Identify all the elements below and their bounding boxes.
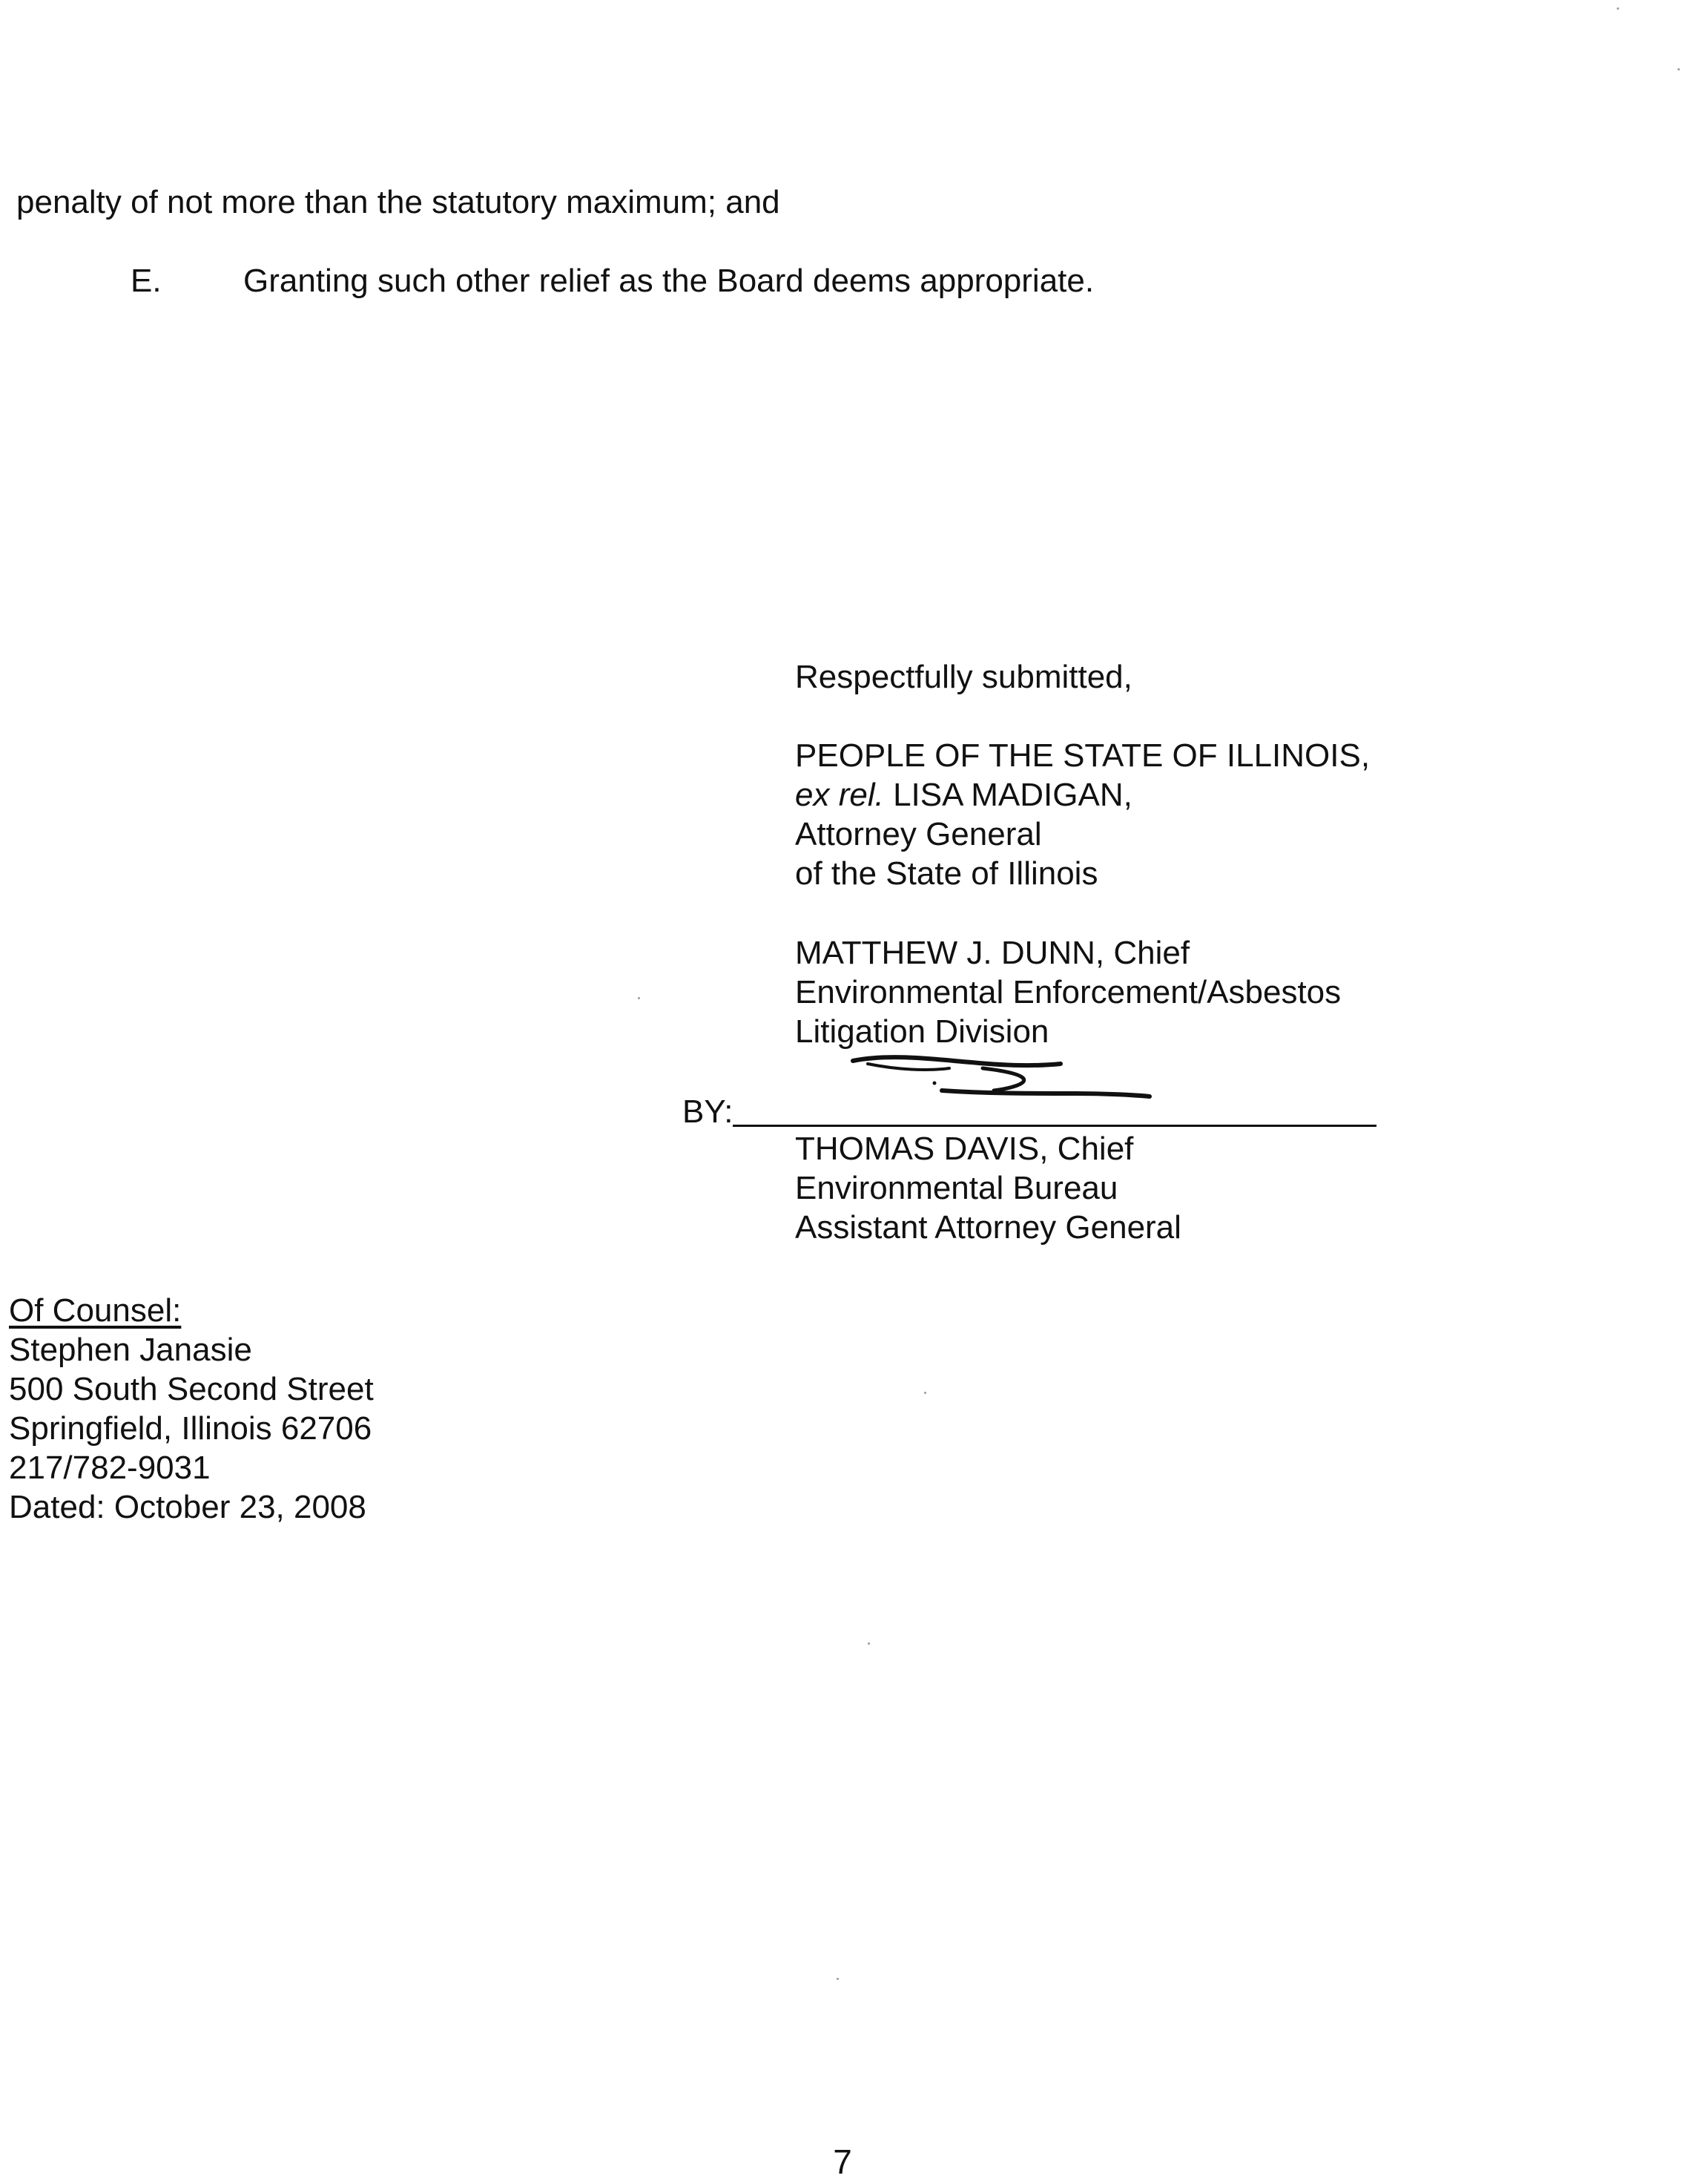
party-line-2 — [795, 775, 1132, 815]
counsel-dated: Dated: October 23, 2008 — [9, 1489, 366, 1525]
body-line-penalty: penalty of not more than the statutory maximum; and — [16, 184, 780, 220]
scan-speck — [924, 1392, 926, 1394]
by-label: BY: — [682, 1093, 733, 1130]
counsel-name: Stephen Janasie — [9, 1332, 252, 1368]
scan-speck — [1678, 68, 1680, 70]
party-line-3: Attorney General — [795, 816, 1042, 852]
chief-division-2: Litigation Division — [795, 1013, 1049, 1050]
page-number: 7 — [833, 2142, 852, 2181]
counsel-street: 500 South Second Street — [9, 1371, 374, 1407]
item-e-letter: E. — [131, 263, 162, 299]
handwritten-signature — [838, 1046, 1157, 1113]
scan-speck — [868, 1642, 870, 1645]
counsel-city: Springfield, Illinois 62706 — [9, 1410, 372, 1447]
chief-division-1: Environmental Enforcement/Asbestos — [795, 974, 1342, 1010]
ex-rel-label: ex rel. — [795, 777, 884, 813]
chief-name: MATTHEW J. DUNN, Chief — [795, 935, 1190, 971]
counsel-phone: 217/782-9031 — [9, 1450, 211, 1486]
closing: Respectfully submitted, — [795, 659, 1132, 695]
item-e-text: Granting such other relief as the Board deems appropriate. — [243, 263, 1095, 299]
signer-name: THOMAS DAVIS, Chief — [795, 1131, 1134, 1167]
counsel-heading: Of Counsel: — [9, 1292, 182, 1329]
scan-speck — [1617, 7, 1619, 10]
signature-line — [733, 1125, 1376, 1127]
party-line-4: of the State of Illinois — [795, 855, 1098, 892]
ex-rel-name: LISA MADIGAN, — [893, 777, 1132, 813]
signer-bureau: Environmental Bureau — [795, 1170, 1118, 1206]
scan-speck — [837, 1978, 839, 1980]
scan-speck — [638, 997, 640, 999]
signer-title: Assistant Attorney General — [795, 1209, 1181, 1246]
party-line-1: PEOPLE OF THE STATE OF ILLINOIS, — [795, 737, 1371, 774]
